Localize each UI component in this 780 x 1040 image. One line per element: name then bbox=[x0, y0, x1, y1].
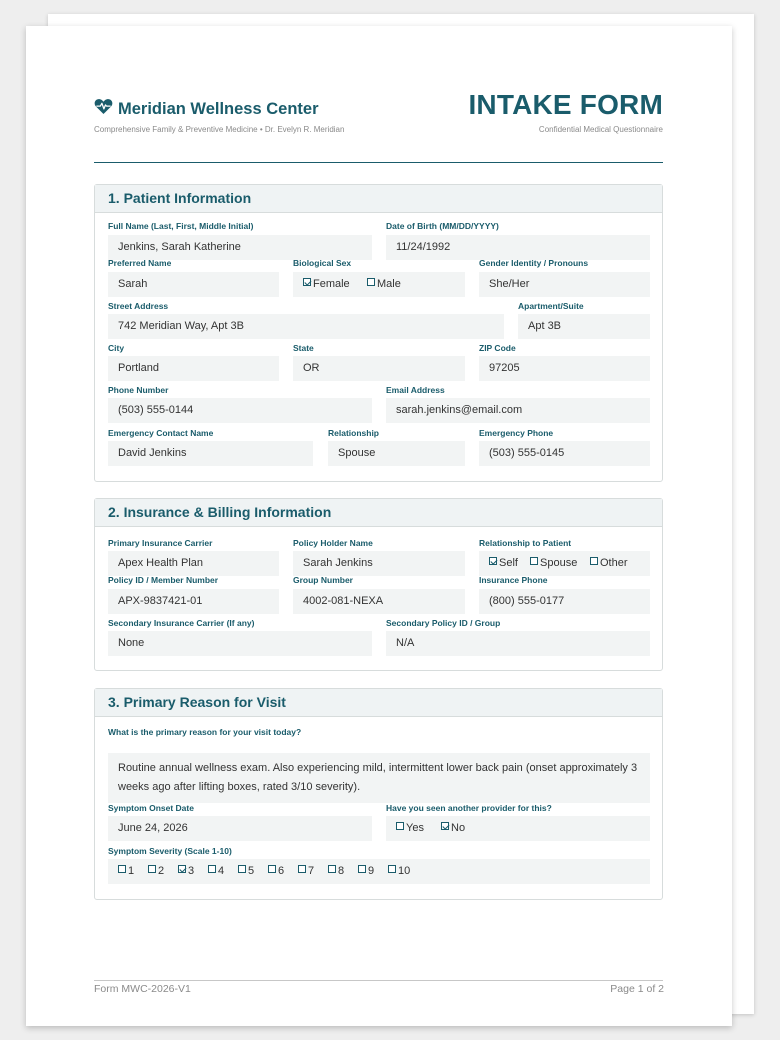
form-id: Form MWC-2026-V1 bbox=[94, 983, 191, 995]
severity-option-1[interactable]: 1 bbox=[118, 865, 134, 877]
other-provider-label: Have you seen another provider for this? bbox=[386, 803, 552, 813]
zip-field[interactable]: 97205 bbox=[479, 356, 650, 381]
checkbox-checked-icon bbox=[303, 278, 311, 286]
checkbox-icon bbox=[148, 865, 156, 873]
severity-option-6[interactable]: 6 bbox=[268, 865, 284, 877]
header-divider bbox=[94, 162, 663, 163]
reason-field[interactable]: Routine annual wellness exam. Also experiencing mild, intermittent lower back pain (onset approximately 3 weeks ago after lifting boxes, rated 3/10 severity). bbox=[108, 753, 650, 803]
emergency-phone-field[interactable]: (503) 555-0145 bbox=[479, 441, 650, 466]
severity-label: Symptom Severity (Scale 1-10) bbox=[108, 846, 232, 856]
severity-option-7[interactable]: 7 bbox=[298, 865, 314, 877]
sex-options bbox=[293, 272, 465, 297]
severity-option-10[interactable]: 10 bbox=[388, 865, 410, 877]
section-heading: 2. Insurance & Billing Information bbox=[95, 499, 662, 527]
carrier-field[interactable]: Apex Health Plan bbox=[108, 551, 279, 576]
checkbox-icon bbox=[298, 865, 306, 873]
onset-field[interactable]: June 24, 2026 bbox=[108, 816, 372, 841]
policy-label: Policy ID / Member Number bbox=[108, 575, 219, 585]
phone-field[interactable]: (503) 555-0144 bbox=[108, 398, 372, 423]
reason-for-visit-section bbox=[94, 688, 663, 900]
checkbox-icon bbox=[328, 865, 336, 873]
relationship-to-patient-label: Relationship to Patient bbox=[479, 538, 572, 548]
zip-label: ZIP Code bbox=[479, 343, 516, 353]
checkbox-icon bbox=[530, 557, 538, 565]
dob-field[interactable]: 11/24/1992 bbox=[386, 235, 650, 260]
apt-field[interactable]: Apt 3B bbox=[518, 314, 650, 339]
heart-pulse-icon bbox=[94, 98, 118, 120]
sex-label: Biological Sex bbox=[293, 258, 352, 268]
secondary-carrier-label: Secondary Insurance Carrier (If any) bbox=[108, 618, 255, 628]
checkbox-icon bbox=[208, 865, 216, 873]
secondary-policy-field[interactable]: N/A bbox=[386, 631, 650, 656]
secondary-carrier-field[interactable]: None bbox=[108, 631, 372, 656]
relationship-field[interactable]: Spouse bbox=[328, 441, 465, 466]
email-field[interactable]: sarah.jenkins@email.com bbox=[386, 398, 650, 423]
insurance-phone-label: Insurance Phone bbox=[479, 575, 548, 585]
checkbox-icon bbox=[118, 865, 126, 873]
section-heading: 3. Primary Reason for Visit bbox=[95, 689, 662, 717]
page-number: Page 1 of 2 bbox=[610, 983, 664, 995]
brand-name: Meridian Wellness Center bbox=[118, 99, 319, 118]
other-provider-option-yes[interactable]: Yes bbox=[396, 822, 424, 834]
gender-field[interactable]: She/Her bbox=[479, 272, 650, 297]
severity-option-2[interactable]: 2 bbox=[148, 865, 164, 877]
checkbox-checked-icon bbox=[178, 865, 186, 873]
dob-label: Date of Birth (MM/DD/YYYY) bbox=[386, 221, 499, 231]
severity-options bbox=[108, 859, 650, 884]
checkbox-checked-icon bbox=[489, 557, 497, 565]
emergency-contact-field[interactable]: David Jenkins bbox=[108, 441, 313, 466]
section-heading: 1. Patient Information bbox=[95, 185, 662, 213]
gender-label: Gender Identity / Pronouns bbox=[479, 258, 589, 268]
form-title: INTAKE FORM bbox=[468, 89, 663, 120]
apt-label: Apartment/Suite bbox=[518, 301, 584, 311]
checkbox-icon bbox=[590, 557, 598, 565]
carrier-label: Primary Insurance Carrier bbox=[108, 538, 213, 548]
state-field[interactable]: OR bbox=[293, 356, 465, 381]
street-label: Street Address bbox=[108, 301, 169, 311]
checkbox-checked-icon bbox=[441, 822, 449, 830]
holder-field[interactable]: Sarah Jenkins bbox=[293, 551, 465, 576]
insurance-phone-field[interactable]: (800) 555-0177 bbox=[479, 589, 650, 614]
other-provider-option-no[interactable]: No bbox=[441, 822, 465, 834]
footer-divider bbox=[94, 980, 663, 981]
relationship-options bbox=[479, 551, 650, 576]
brand-block bbox=[94, 98, 319, 120]
full-name-field[interactable]: Jenkins, Sarah Katherine bbox=[108, 235, 372, 260]
relationship-option-self[interactable]: Self bbox=[489, 557, 518, 569]
reason-label: What is the primary reason for your visit today? bbox=[108, 727, 302, 737]
emergency-contact-label: Emergency Contact Name bbox=[108, 428, 214, 438]
other-provider-options bbox=[386, 816, 650, 841]
policy-field[interactable]: APX-9837421-01 bbox=[108, 589, 279, 614]
holder-label: Policy Holder Name bbox=[293, 538, 373, 548]
preferred-name-field[interactable]: Sarah bbox=[108, 272, 279, 297]
full-name-label: Full Name (Last, First, Middle Initial) bbox=[108, 221, 254, 231]
brand-tagline: Comprehensive Family & Preventive Medicine • Dr. Evelyn R. Meridian bbox=[94, 125, 345, 134]
insurance-section bbox=[94, 498, 663, 671]
checkbox-icon bbox=[396, 822, 404, 830]
group-field[interactable]: 4002-081-NEXA bbox=[293, 589, 465, 614]
sex-option-male[interactable]: Male bbox=[367, 278, 401, 290]
relationship-option-spouse[interactable]: Spouse bbox=[530, 557, 577, 569]
checkbox-icon bbox=[388, 865, 396, 873]
patient-information-section bbox=[94, 184, 663, 482]
checkbox-icon bbox=[367, 278, 375, 286]
secondary-policy-label: Secondary Policy ID / Group bbox=[386, 618, 501, 628]
street-field[interactable]: 742 Meridian Way, Apt 3B bbox=[108, 314, 504, 339]
severity-option-9[interactable]: 9 bbox=[358, 865, 374, 877]
severity-option-8[interactable]: 8 bbox=[328, 865, 344, 877]
email-label: Email Address bbox=[386, 385, 445, 395]
relationship-label: Relationship bbox=[328, 428, 380, 438]
city-label: City bbox=[108, 343, 125, 353]
sex-option-female[interactable]: Female bbox=[303, 278, 350, 290]
preferred-name-label: Preferred Name bbox=[108, 258, 172, 268]
phone-label: Phone Number bbox=[108, 385, 169, 395]
severity-option-3[interactable]: 3 bbox=[178, 865, 194, 877]
group-label: Group Number bbox=[293, 575, 353, 585]
severity-option-5[interactable]: 5 bbox=[238, 865, 254, 877]
form-page bbox=[26, 26, 732, 1026]
form-subtitle: Confidential Medical Questionnaire bbox=[538, 125, 663, 134]
emergency-phone-label: Emergency Phone bbox=[479, 428, 554, 438]
state-label: State bbox=[293, 343, 314, 353]
onset-label: Symptom Onset Date bbox=[108, 803, 194, 813]
checkbox-icon bbox=[268, 865, 276, 873]
severity-option-4[interactable]: 4 bbox=[208, 865, 224, 877]
checkbox-icon bbox=[238, 865, 246, 873]
checkbox-icon bbox=[358, 865, 366, 873]
city-field[interactable]: Portland bbox=[108, 356, 279, 381]
relationship-option-other[interactable]: Other bbox=[590, 557, 628, 569]
